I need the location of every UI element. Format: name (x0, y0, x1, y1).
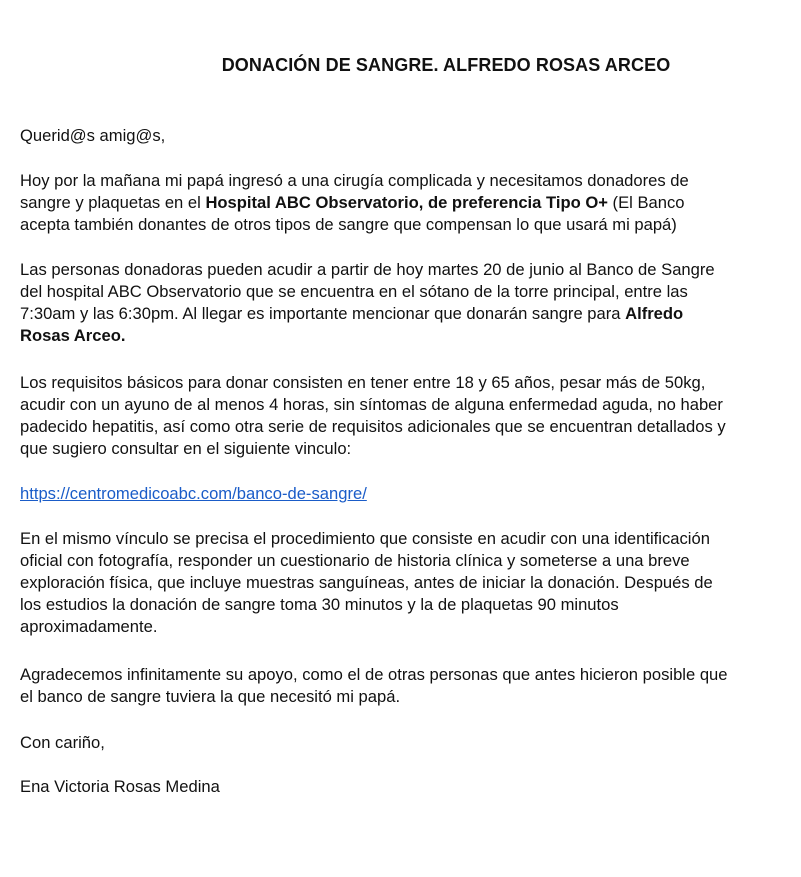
paragraph-line: Agradecemos infinitamente su apoyo, como el de otras personas que antes hicieron posible que (20, 665, 728, 684)
paragraph-line: acudir con un ayuno de al menos 4 horas, sin síntomas de alguna enfermedad aguda, no haber (20, 395, 723, 414)
paragraph-line: que sugiero consultar en el siguiente vinculo: (20, 439, 352, 458)
blood-bank-link[interactable]: https://centromedicoabc.com/banco-de-sangre/ (20, 484, 367, 503)
paragraph-surgery (20, 170, 689, 236)
paragraph-line: exploración física, que incluye muestras sanguíneas, antes de iniciar la donación. Después de (20, 573, 713, 592)
paragraph-procedure (20, 528, 713, 638)
paragraph-line: el banco de sangre tuviera la que necesitó mi papá. (20, 687, 401, 706)
signature-name: Ena Victoria Rosas Medina (20, 777, 220, 796)
greeting-text: Querid@s amig@s, (20, 126, 166, 145)
paragraph-line: los estudios la donación de sangre toma 30 minutos y la de plaquetas 90 minutos (20, 595, 619, 614)
paragraph-line: En el mismo vínculo se precisa el procedimiento que consiste en acudir con una identificación (20, 529, 710, 548)
text-run: 7:30am y las 6:30pm. Al llegar es importante mencionar que donarán sangre para (20, 304, 626, 323)
closing (20, 732, 105, 754)
paragraph-line: Hoy por la mañana mi papá ingresó a una cirugía complicada y necesitamos donadores de (20, 171, 689, 190)
hospital-emphasis: Hospital ABC Observatorio, de preferencia Tipo O+ (205, 193, 608, 212)
paragraph-line: aproximadamente. (20, 617, 158, 636)
document-title: DONACIÓN DE SANGRE. ALFREDO ROSAS ARCEO (221, 55, 671, 75)
text-run: (El Banco (607, 193, 685, 212)
paragraph-line: Las personas donadoras pueden acudir a partir de hoy martes 20 de junio al Banco de Sangre (20, 260, 715, 279)
patient-name-emphasis: Rosas Arceo. (20, 326, 126, 345)
text-run: sangre y plaquetas en el (20, 193, 206, 212)
paragraph-line: acepta también donantes de otros tipos de sangre que compensan lo que usará mi papá) (20, 215, 677, 234)
paragraph-line: padecido hepatitis, así como otra serie de requisitos adicionales que se encuentran detallados y (20, 417, 726, 436)
signature (20, 776, 220, 798)
paragraph-line (20, 303, 715, 325)
link-paragraph (20, 483, 367, 505)
patient-name-emphasis: Alfredo (625, 304, 684, 323)
closing-text: Con cariño, (20, 733, 105, 752)
paragraph-requirements (20, 372, 726, 460)
paragraph-line: del hospital ABC Observatorio que se encuentra en el sótano de la torre principal, entre las (20, 282, 688, 301)
greeting (20, 125, 165, 147)
paragraph-line (20, 192, 689, 214)
paragraph-thanks (20, 664, 728, 708)
paragraph-line: Los requisitos básicos para donar consisten en tener entre 18 y 65 años, pesar más de 50kg, (20, 373, 706, 392)
paragraph-schedule (20, 259, 715, 347)
paragraph-line: oficial con fotografía, responder un cuestionario de historia clínica y someterse a una breve (20, 551, 690, 570)
